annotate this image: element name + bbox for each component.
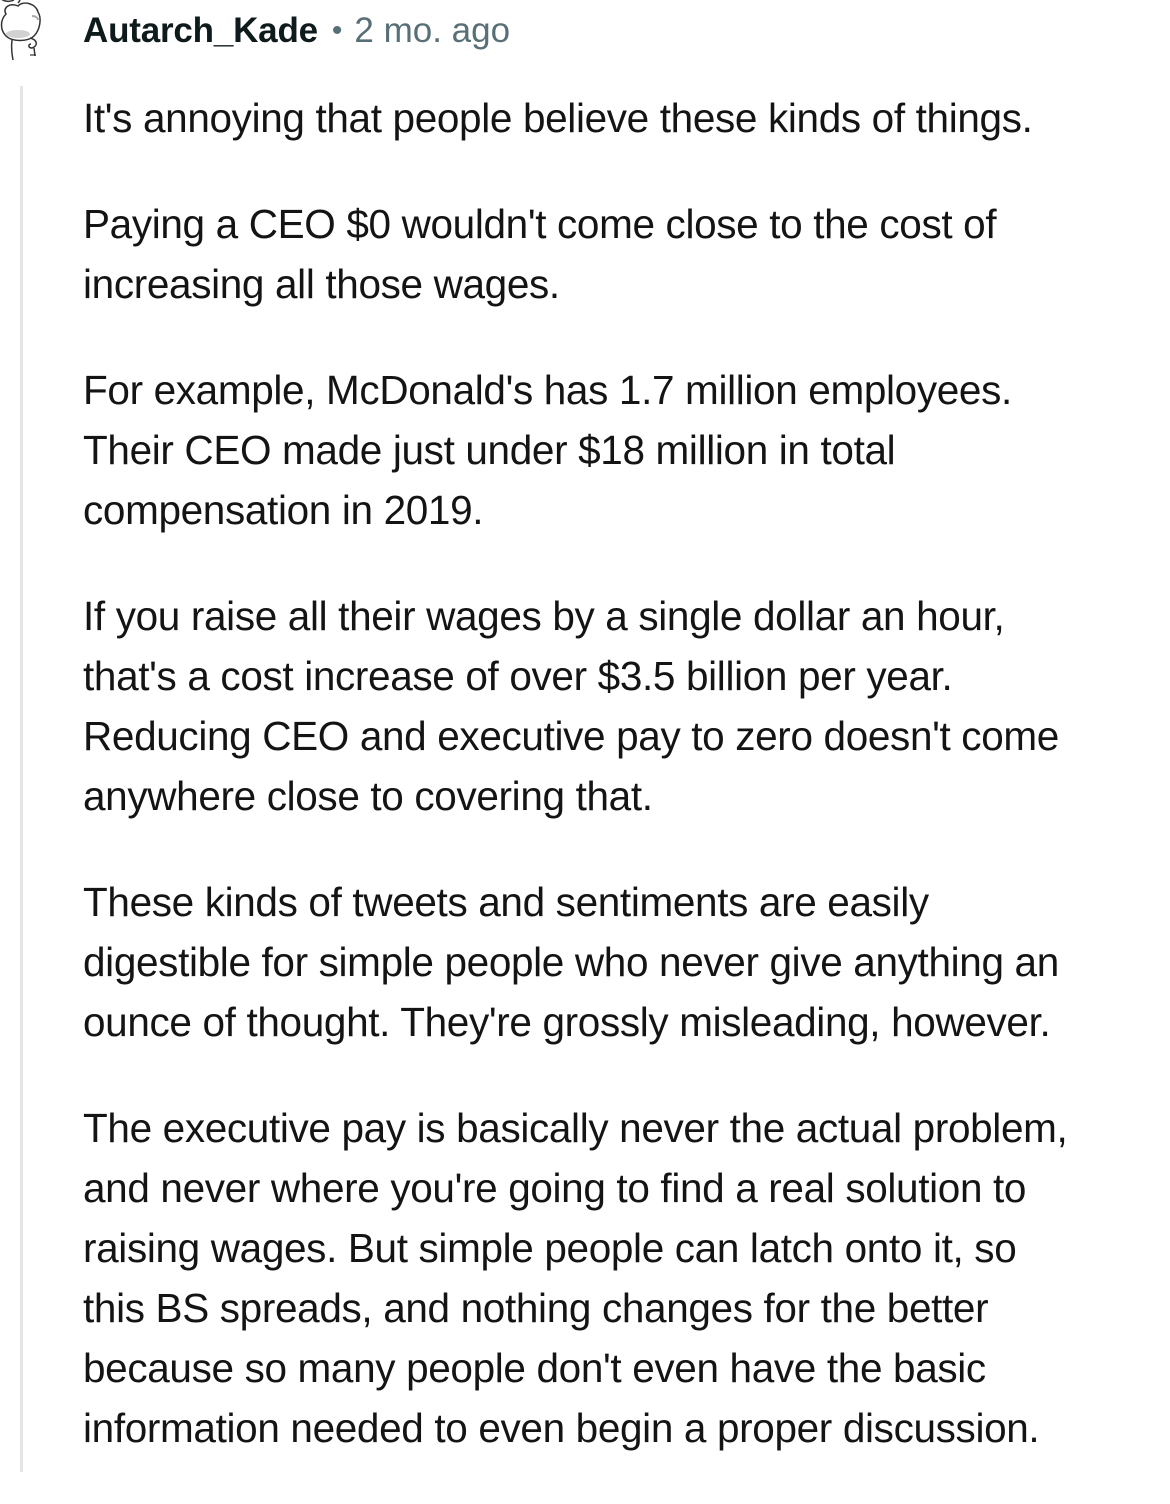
- text-line: that's a cost increase of over $3.5 billion per year.: [83, 653, 953, 699]
- snoo-avatar-icon: [0, 0, 54, 72]
- text-line: anywhere close to covering that.: [83, 773, 653, 819]
- comment-body: [83, 88, 1170, 1504]
- text-line: this BS spreads, and nothing changes for the better: [83, 1285, 989, 1331]
- text-line: and never where you're going to find a real solution to: [83, 1165, 1027, 1211]
- text-line: For example, McDonald's has 1.7 million employees.: [83, 367, 1012, 413]
- paragraph-5: [83, 872, 1170, 1052]
- text-line: increasing all those wages.: [83, 261, 560, 307]
- comment-header: [83, 8, 510, 54]
- text-line: ounce of thought. They're grossly misleading, however.: [83, 999, 1051, 1045]
- paragraph-2: [83, 194, 1170, 314]
- text-line: Their CEO made just under $18 million in total: [83, 427, 896, 473]
- text-line: These kinds of tweets and sentiments are easily: [83, 879, 929, 925]
- text-line: Reducing CEO and executive pay to zero doesn't come: [83, 713, 1059, 759]
- text-line: digestible for simple people who never give anything an: [83, 939, 1059, 985]
- paragraph-3: [83, 360, 1170, 540]
- text-line: because so many people don't even have the basic: [83, 1345, 986, 1391]
- text-line: compensation in 2019.: [83, 487, 484, 533]
- paragraph-6: [83, 1098, 1170, 1458]
- timestamp[interactable]: 2 mo. ago: [354, 11, 511, 50]
- text-line: raising wages. But simple people can latch onto it, so: [83, 1225, 1017, 1271]
- text-line: The executive pay is basically never the actual problem,: [83, 1105, 1068, 1151]
- thread-line[interactable]: [20, 86, 23, 1472]
- text-line: If you raise all their wages by a single dollar an hour,: [83, 593, 1005, 639]
- text-line: It's annoying that people believe these kinds of things.: [83, 95, 1033, 141]
- text-line: information needed to even begin a proper discussion.: [83, 1405, 1040, 1451]
- username-link[interactable]: Autarch_Kade: [83, 11, 318, 50]
- meta-separator: •: [331, 14, 343, 47]
- text-line: Paying a CEO $0 wouldn't come close to the cost of: [83, 201, 997, 247]
- paragraph-4: [83, 586, 1170, 826]
- avatar[interactable]: [0, 0, 54, 72]
- paragraph-1: [83, 88, 1170, 148]
